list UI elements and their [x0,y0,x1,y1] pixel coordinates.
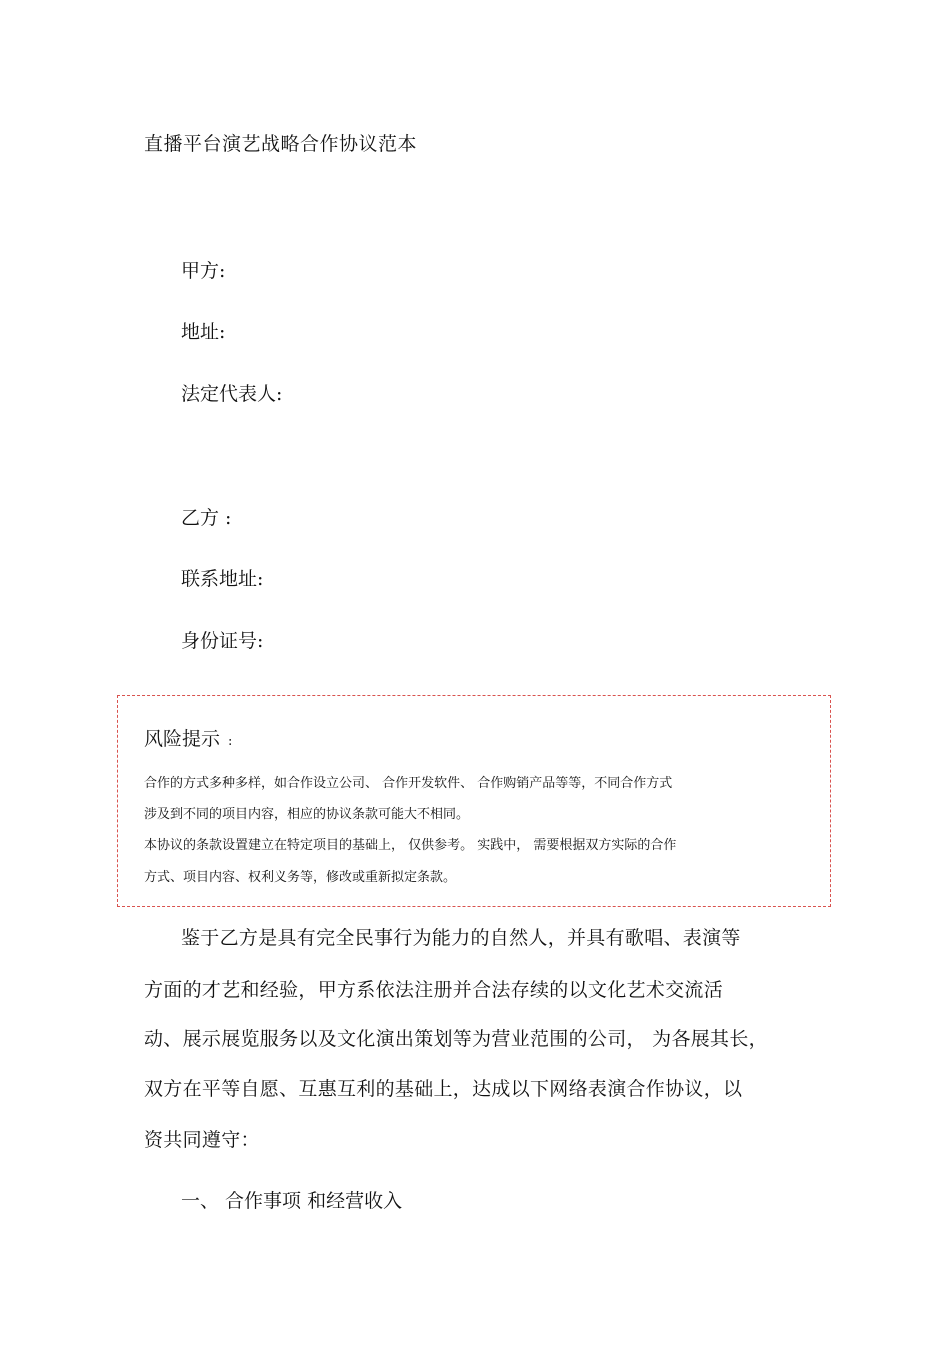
risk-notice-line: 方式、项目内容、权利义务等，修改或重新拟定条款。 [144,870,457,885]
party-a-legal-rep-label: 法定代表人: [181,383,283,405]
preamble-line: 鉴于乙方是具有完全民事行为能力的自然人，并具有歌唱、表演等 [181,927,741,949]
party-b-contact-address-label: 联系地址: [181,568,264,590]
preamble-line: 方面的才艺和经验，甲方系依法注册并合法存续的以文化艺术交流活 [144,979,724,1001]
risk-notice-box [117,695,831,907]
risk-notice-title [144,724,232,751]
document-title: 直播平台演艺战略合作协议范本 [144,133,418,155]
risk-notice-title-text: 风险提示 [144,728,221,750]
preamble-line: 动、展示展览服务以及文化演出策划等为营业范围的公司， 为各展其长， [144,1028,768,1050]
risk-notice-line: 涉及到不同的项目内容，相应的协议条款可能大不相同。 [144,807,470,822]
preamble-line: 资共同遵守： [144,1129,260,1151]
party-b-label: 乙方 : [181,507,232,529]
section-heading: 一、 合作事项 和经营收入 [181,1190,403,1212]
party-a-address-label: 地址: [181,321,226,343]
risk-notice-line: 本协议的条款设置建立在特定项目的基础上， 仅供参考。 实践中， 需要根据双方实际的合作 [144,838,677,853]
risk-notice-line: 合作的方式多种多样，如合作设立公司、 合作开发软件、 合作购销产品等等，不同合作方式 [144,776,673,791]
risk-notice-title-colon: : [228,734,233,749]
party-b-id-number-label: 身份证号: [181,630,264,652]
party-a-label: 甲方: [181,260,226,282]
preamble-line: 双方在平等自愿、互惠互利的基础上，达成以下网络表演合作协议，以 [144,1078,743,1100]
